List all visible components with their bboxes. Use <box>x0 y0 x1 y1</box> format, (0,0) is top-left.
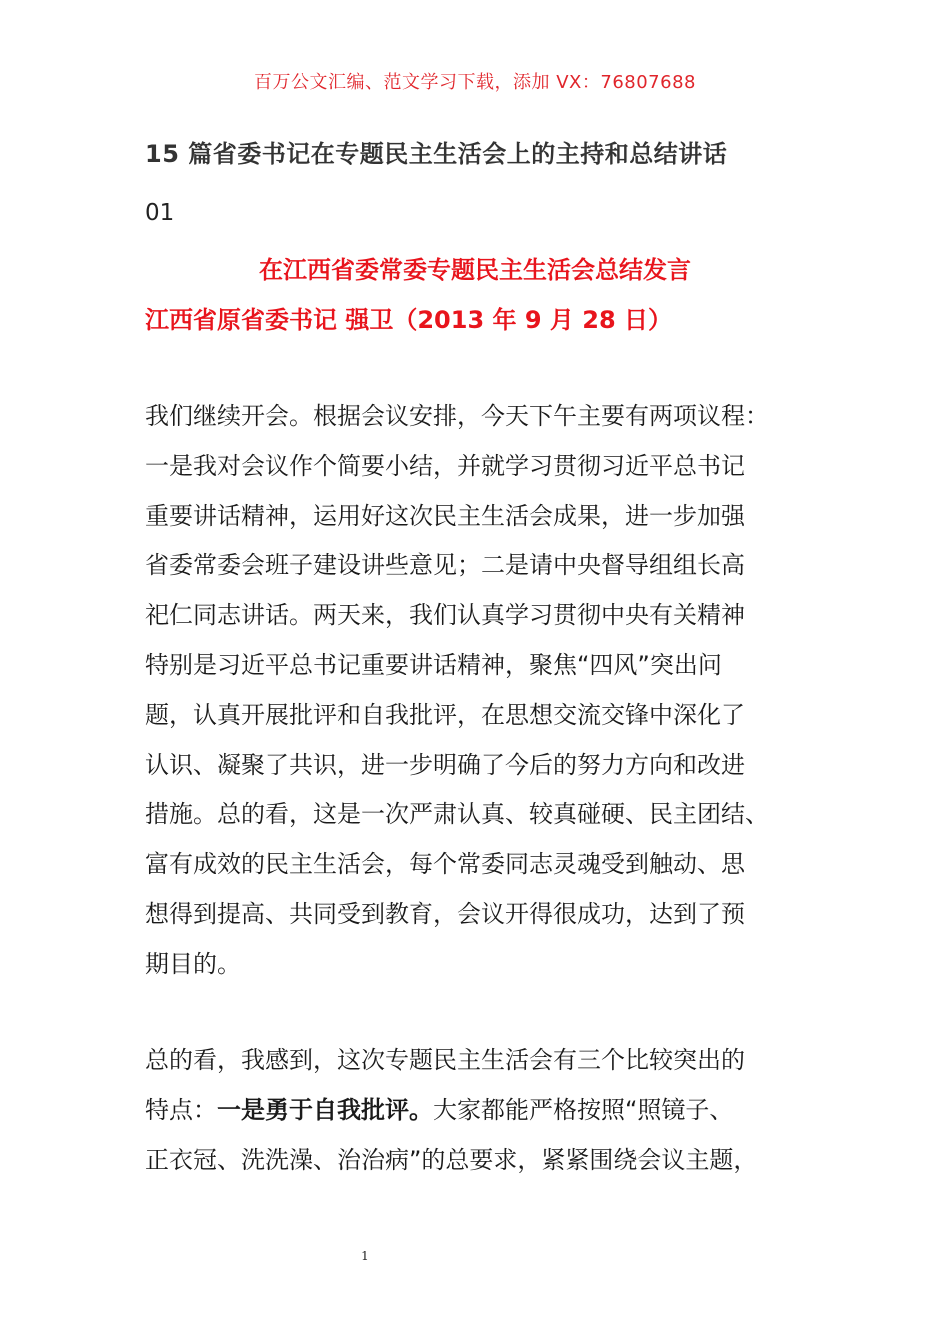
paragraph-line: 题，认真开展批评和自我批评，在思想交流交锋中深化了 <box>145 700 745 729</box>
paragraph-line <box>145 1086 810 1136</box>
paragraph-line: 想得到提高、共同受到教育，会议开得很成功，达到了预 <box>145 899 745 928</box>
speech-title: 在江西省委常委专题民主生活会总结发言 <box>259 256 691 284</box>
paragraph-line: 富有成效的民主生活会，每个常委同志灵魂受到触动、思 <box>145 850 745 879</box>
paragraph-line: 祀仁同志讲话。两天来，我们认真学习贯彻中央有关精神 <box>145 601 745 630</box>
line-suffix: 大家都能严格按照“照镜子、 <box>433 1095 734 1124</box>
paragraph-line: 认识、凝聚了共识，进一步明确了今后的努力方向和改进 <box>145 750 745 779</box>
page-number: 1 <box>361 1249 369 1263</box>
paragraph-line: 措施。总的看，这是一次严肃认真、较真碰硬、民主团结、 <box>145 800 769 829</box>
paragraph-line: 期目的。 <box>145 949 241 978</box>
paragraph-line: 重要讲话精神，运用好这次民主生活会成果，进一步加强 <box>145 501 745 530</box>
paragraph-line: 特别是习近平总书记重要讲话精神，聚焦“四风”突出问 <box>145 650 722 679</box>
paragraph-line: 一是我对会议作个简要小结，并就学习贯彻习近平总书记 <box>145 451 745 480</box>
line-prefix: 特点： <box>145 1095 217 1124</box>
paragraph-line: 我们继续开会。根据会议安排，今天下午主要有两项议程： <box>145 402 769 430</box>
body-paragraph-2 <box>145 1036 810 1185</box>
speech-subtitle: 江西省原省委书记 强卫（2013 年 9 月 28 日） <box>145 306 673 334</box>
bold-highlight: 一是勇于自我批评。 <box>217 1095 433 1124</box>
body-paragraph-1 <box>145 392 810 990</box>
section-number: 01 <box>145 200 175 226</box>
paragraph-line: 省委常委会班子建设讲些意见；二是请中央督导组组长高 <box>145 551 745 580</box>
document-title: 15 篇省委书记在专题民主生活会上的主持和总结讲话 <box>145 140 728 168</box>
paragraph-line: 正衣冠、洗洗澡、治治病”的总要求，紧紧围绕会议主题， <box>145 1145 758 1174</box>
watermark-banner: 百万公文汇编、范文学习下载，添加 VX：76807688 <box>254 72 696 93</box>
paragraph-line: 总的看，我感到，这次专题民主生活会有三个比较突出的 <box>145 1046 745 1074</box>
